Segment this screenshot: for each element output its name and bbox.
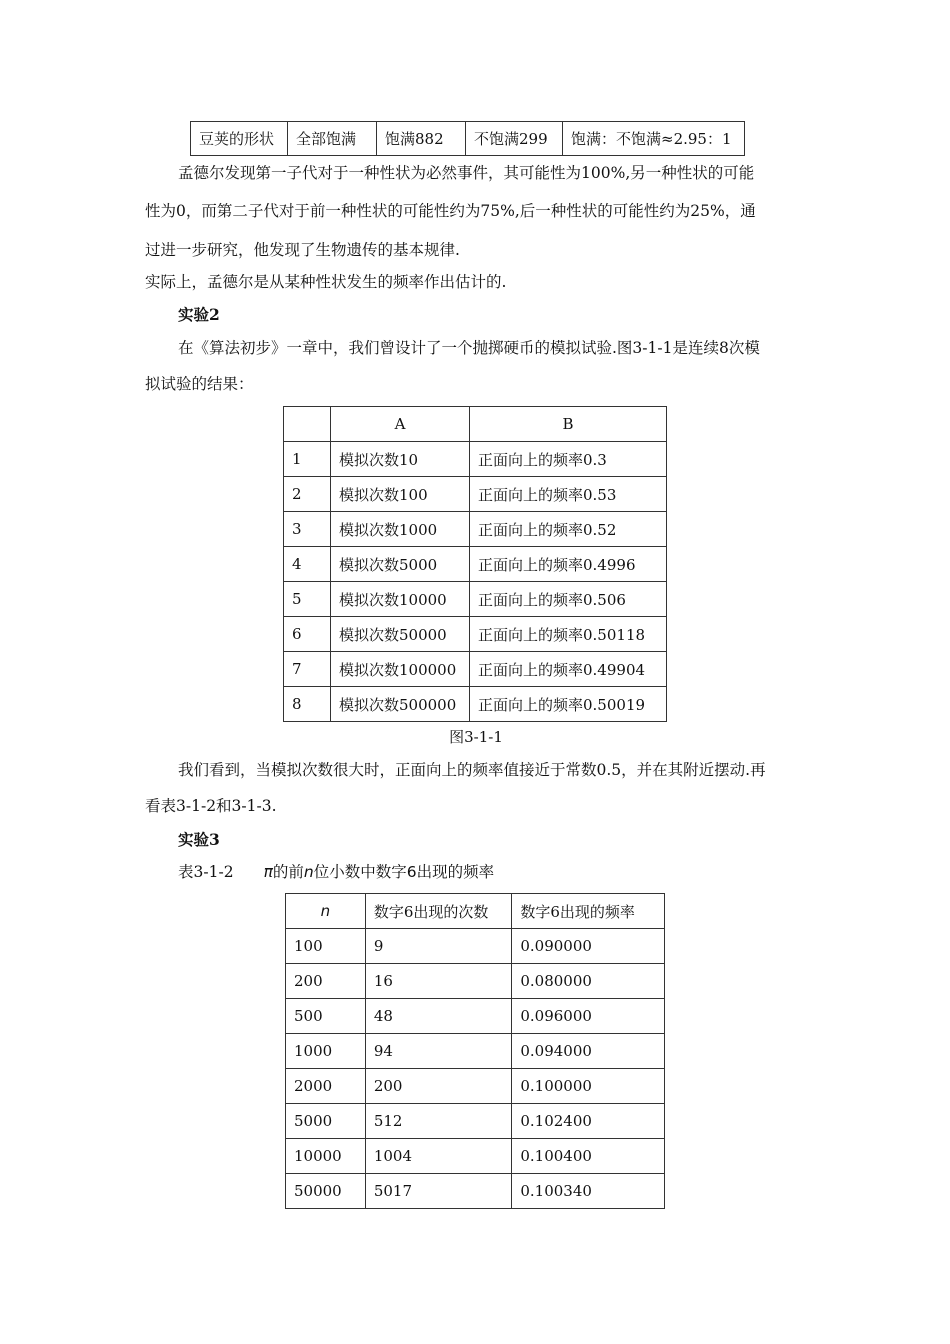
table-cell: 模拟次数1000 xyxy=(331,512,470,547)
table-cell: 模拟次数50000 xyxy=(331,617,470,652)
table-cell: 3 xyxy=(284,512,331,547)
table-cell: 模拟次数10000 xyxy=(331,582,470,617)
table-cell: 9 xyxy=(365,929,512,964)
paragraph-line: 在《算法初步》一章中，我们曾设计了一个抛掷硬币的模拟试验.图3-1-1是连续8次模 xyxy=(178,339,760,357)
table-cell: 0.094000 xyxy=(512,1034,665,1069)
table-cell: 50000 xyxy=(286,1174,366,1209)
table-header-cell: 数字6出现的次数 xyxy=(365,894,512,929)
table-row xyxy=(284,582,667,617)
table-cell: 正面向上的频率0.4996 xyxy=(470,547,667,582)
table-cell: 0.100000 xyxy=(512,1069,665,1104)
table-row xyxy=(284,617,667,652)
table-row xyxy=(286,1104,665,1139)
table-cell: 0.080000 xyxy=(512,964,665,999)
table-row xyxy=(284,512,667,547)
table-row xyxy=(286,1034,665,1069)
table-row xyxy=(286,999,665,1034)
pi-symbol: π xyxy=(263,863,273,881)
table-header-cell: n xyxy=(286,894,366,929)
table-cell: 7 xyxy=(284,652,331,687)
pea-pod-table xyxy=(190,121,745,156)
table-header-row xyxy=(286,894,665,929)
table-row xyxy=(284,442,667,477)
table-cell: 2 xyxy=(284,477,331,512)
table-cell: 0.096000 xyxy=(512,999,665,1034)
table-cell: 1 xyxy=(284,442,331,477)
table-cell: 5 xyxy=(284,582,331,617)
table-caption xyxy=(178,856,494,888)
table-header-cell: 数字6出现的频率 xyxy=(512,894,665,929)
table-cell: 0.100400 xyxy=(512,1139,665,1174)
paragraph-line: 看表3-1-2和3-1-3. xyxy=(145,797,277,815)
table-cell: 全部饱满 xyxy=(288,122,377,156)
table-cell: 5017 xyxy=(365,1174,512,1209)
paragraph-line: 拟试验的结果： xyxy=(145,375,254,393)
section-title: 实验2 xyxy=(178,305,220,324)
table-cell: 模拟次数100 xyxy=(331,477,470,512)
paragraph-line: 过进一步研究，他发现了生物遗传的基本规律. xyxy=(145,241,460,259)
table-row xyxy=(286,929,665,964)
paragraph-line: 性为0，而第二子代对于前一种性状的可能性约为75%,后一种性状的可能性约为25%，通 xyxy=(145,202,756,220)
caption-text: 的前 xyxy=(272,863,304,881)
table-cell: 0.100340 xyxy=(512,1174,665,1209)
table-cell: 2000 xyxy=(286,1069,366,1104)
table-cell: 模拟次数5000 xyxy=(331,547,470,582)
paragraph-line: 我们看到，当模拟次数很大时，正面向上的频率值接近于常数0.5，并在其附近摆动.再 xyxy=(178,761,766,779)
table-cell: 10000 xyxy=(286,1139,366,1174)
section-title: 实验3 xyxy=(178,830,220,849)
table-cell: 正面向上的频率0.3 xyxy=(470,442,667,477)
table-row xyxy=(284,477,667,512)
table-cell: 0.102400 xyxy=(512,1104,665,1139)
table-cell: 5000 xyxy=(286,1104,366,1139)
table-row xyxy=(286,1069,665,1104)
table-cell: 200 xyxy=(286,964,366,999)
table-cell: 48 xyxy=(365,999,512,1034)
table-cell: 100 xyxy=(286,929,366,964)
table-cell: 1000 xyxy=(286,1034,366,1069)
table-cell: 正面向上的频率0.49904 xyxy=(470,652,667,687)
table-cell: 16 xyxy=(365,964,512,999)
table-cell: 4 xyxy=(284,547,331,582)
table-caption-prefix: 表3-1-2 xyxy=(178,863,234,881)
table-cell: 正面向上的频率0.50118 xyxy=(470,617,667,652)
caption-text: 位小数中数字 xyxy=(313,863,407,881)
table-row xyxy=(286,964,665,999)
table-cell: 正面向上的频率0.506 xyxy=(470,582,667,617)
table-cell: 94 xyxy=(365,1034,512,1069)
table-cell: 正面向上的频率0.53 xyxy=(470,477,667,512)
table-cell: 0.090000 xyxy=(512,929,665,964)
table-header-cell: A xyxy=(331,407,470,442)
table-header-cell xyxy=(284,407,331,442)
coin-simulation-table xyxy=(283,406,667,722)
table-cell: 正面向上的频率0.50019 xyxy=(470,687,667,722)
table-cell: 6 xyxy=(284,617,331,652)
table-cell: 模拟次数100000 xyxy=(331,652,470,687)
table-cell: 512 xyxy=(365,1104,512,1139)
table-cell: 500 xyxy=(286,999,366,1034)
digit-six: 6 xyxy=(406,863,417,881)
table-cell: 饱满：不饱满≈2.95：1 xyxy=(563,122,745,156)
paragraph-line: 孟德尔发现第一子代对于一种性状为必然事件，其可能性为100%,另一种性状的可能 xyxy=(178,164,755,182)
caption-text: 出现的频率 xyxy=(416,863,495,881)
table-cell: 模拟次数10 xyxy=(331,442,470,477)
pi-digit-frequency-table xyxy=(285,893,665,1209)
table-row xyxy=(284,652,667,687)
table-row xyxy=(284,687,667,722)
n-symbol: n xyxy=(303,863,314,881)
table-cell: 饱满882 xyxy=(377,122,466,156)
table-row xyxy=(284,547,667,582)
table-header-cell: B xyxy=(470,407,667,442)
table-header-row xyxy=(284,407,667,442)
table-cell: 不饱满299 xyxy=(466,122,563,156)
table-cell: 200 xyxy=(365,1069,512,1104)
table-row xyxy=(286,1174,665,1209)
table-cell: 8 xyxy=(284,687,331,722)
table-row xyxy=(286,1139,665,1174)
table-cell: 模拟次数500000 xyxy=(331,687,470,722)
table-cell: 正面向上的频率0.52 xyxy=(470,512,667,547)
figure-caption: 图3-1-1 xyxy=(449,728,503,746)
table-row xyxy=(191,122,745,156)
table-cell: 豆荚的形状 xyxy=(191,122,288,156)
paragraph-line: 实际上，孟德尔是从某种性状发生的频率作出估计的. xyxy=(145,273,507,291)
table-cell: 1004 xyxy=(365,1139,512,1174)
